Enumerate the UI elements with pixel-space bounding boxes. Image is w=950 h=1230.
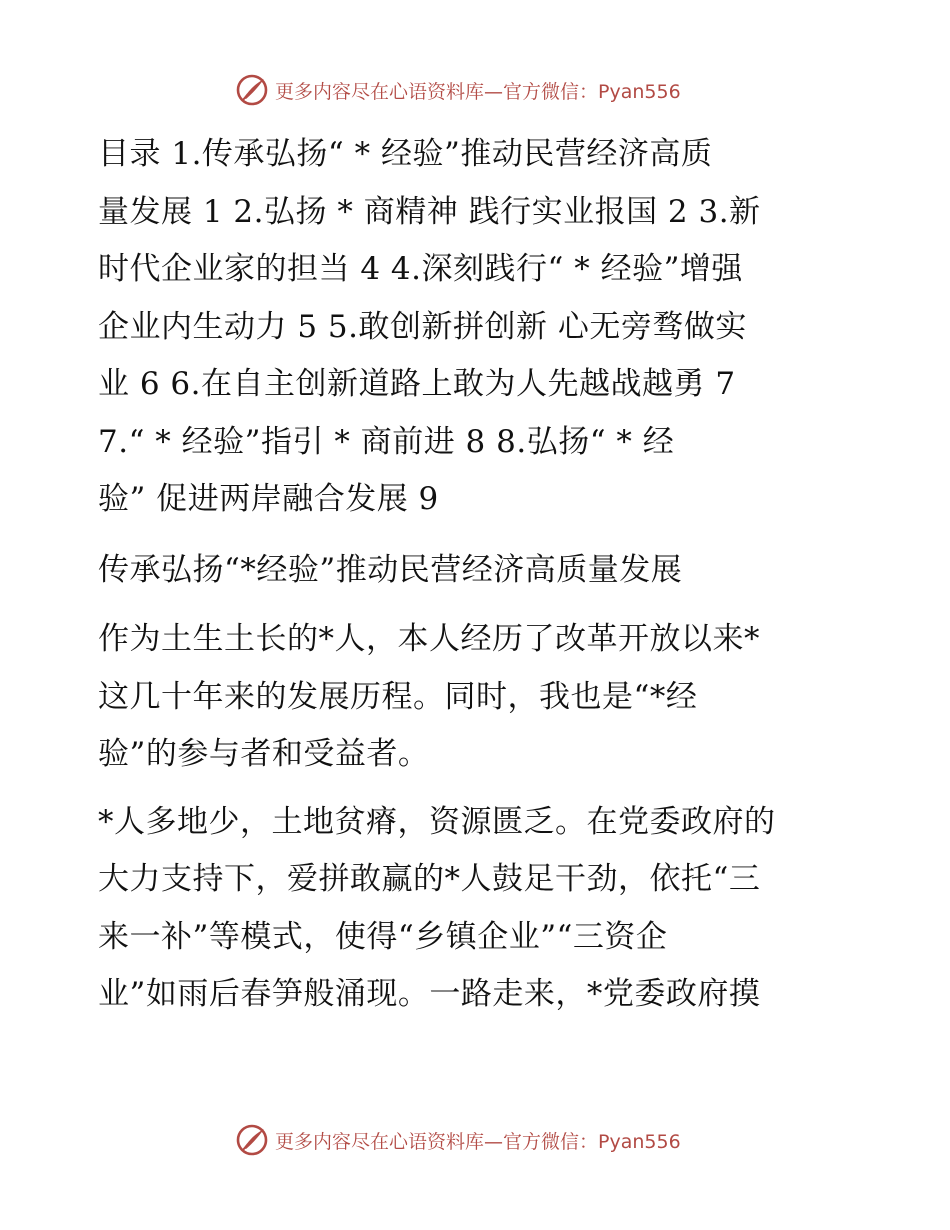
watermark-text: 更多内容尽在心语资料库—官方微信：Pyan556 [275, 80, 681, 103]
toc-line: 验” 促进两岸融合发展 9 [98, 481, 439, 517]
table-of-contents [98, 126, 858, 529]
toc-line: 目录 1.传承弘扬“ * 经验”推动民营经济高质 [98, 136, 713, 172]
feather-logo-icon [235, 73, 269, 107]
watermark-banner-bottom [235, 1122, 681, 1158]
article-title: 传承弘扬“*经验”推动民营经济高质量发展 [98, 551, 683, 588]
watermark-banner-top [235, 72, 681, 108]
toc-line: 7.“ * 经验”指引 * 商前进 8 8.弘扬“ * 经 [98, 423, 675, 460]
article-paragraph: *人多地少，土地贫瘠，资源匮乏。在党委政府的 大力支持下，爱拼敢赢的*人鼓足干劲，依托“三 来一补”等模式，使得“乡镇企业”“三资企 业”如雨后春笋般涌现。一路走来，*党委政府摸 [98, 803, 776, 1012]
toc-line: 时代企业家的担当 4 4.深刻践行“ * 经验”增强 [98, 251, 743, 287]
document-body [98, 126, 858, 1024]
toc-line: 量发展 1 2.弘扬 * 商精神 践行实业报国 2 3.新 [98, 193, 761, 230]
article-paragraph: 作为土生土长的*人，本人经历了改革开放以来* 这几十年来的发展历程。同时，我也是“*经 验”的参与者和受益者。 [98, 621, 760, 772]
toc-line: 业 6 6.在自主创新道路上敢为人先越战越勇 7 [98, 366, 736, 402]
feather-logo-icon [235, 1123, 269, 1157]
toc-line: 企业内生动力 5 5.敢创新拼创新 心无旁骛做实 [98, 308, 747, 345]
watermark-text: 更多内容尽在心语资料库—官方微信：Pyan556 [275, 1130, 681, 1153]
